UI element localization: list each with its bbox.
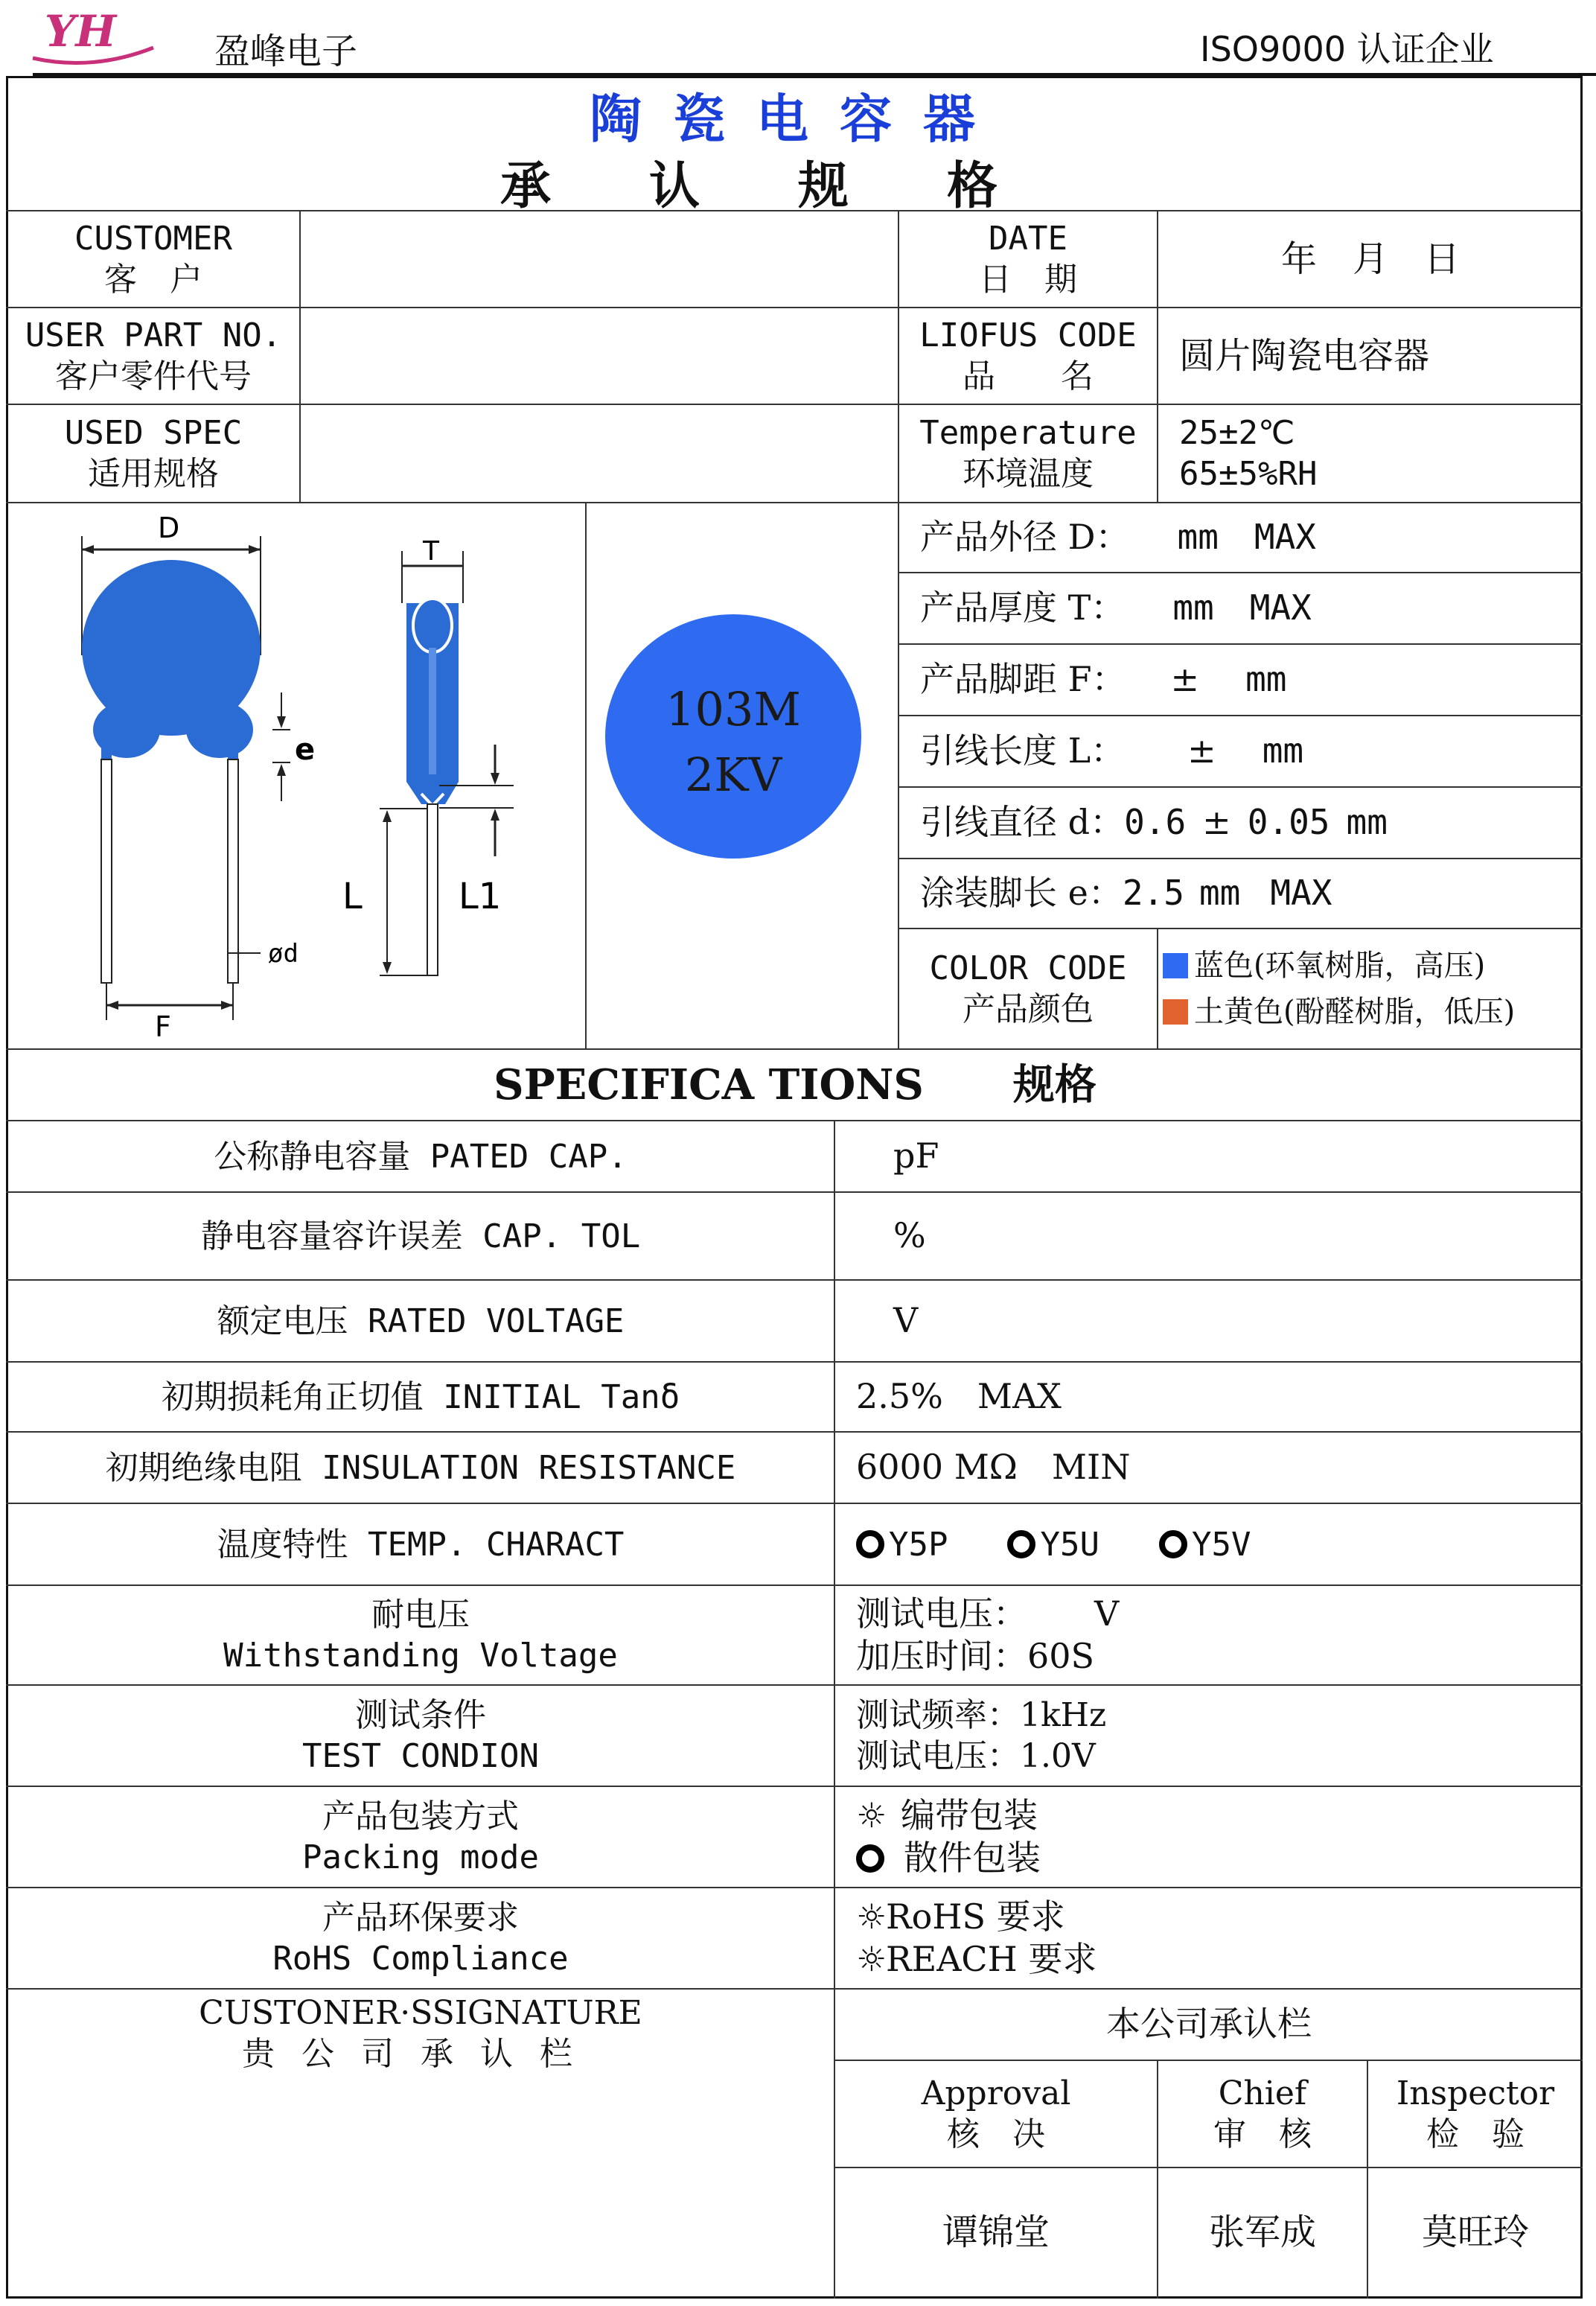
- spec-label-rohs: 产品环保要求 RoHS Compliance: [272, 1899, 569, 1978]
- rohs-options: ☼ RoHS 要求 ☼ REACH 要求: [856, 1888, 1578, 1988]
- dim-row-lead-diameter: 引线直径 d： 0.6 ± 0.05 mm: [920, 802, 1388, 843]
- label-phi-d: ød: [268, 939, 299, 969]
- date-value[interactable]: 年 月 日: [1280, 238, 1460, 280]
- spec-label-tan-delta: 初期损耗角正切值 INITIAL Tanδ: [161, 1377, 680, 1416]
- blue-color-text: 蓝色(环氧树脂，高压): [1194, 949, 1486, 983]
- spec-label-withstand: 耐电压 Withstanding Voltage: [223, 1596, 618, 1675]
- company-logo: [22, 3, 164, 70]
- spec-label-test-condition: 测试条件 TEST CONDION: [302, 1696, 539, 1775]
- temp-charact-options: Y5P Y5U Y5V: [856, 1504, 1578, 1584]
- specifications-heading: SPECIFICA TIONS 规格: [494, 1060, 1097, 1109]
- approval-header: Approval 核 决: [921, 2074, 1071, 2153]
- logo-text: YH: [45, 6, 117, 57]
- label-l1: L1: [459, 876, 502, 917]
- spec-value-cap-tol[interactable]: %: [893, 1215, 926, 1256]
- approval-signature: 谭锦堂: [942, 2211, 1050, 2253]
- blue-swatch: [1163, 953, 1188, 978]
- label-f: F: [155, 1010, 171, 1042]
- iso-certification: ISO9000 认证企业: [1200, 29, 1494, 69]
- y5u-radio[interactable]: [1007, 1530, 1035, 1558]
- spec-value-rated-voltage[interactable]: V: [893, 1300, 919, 1341]
- spec-value-withstand: 测试电压： V 加压时间：60S: [856, 1593, 1120, 1676]
- orange-color-text: 土黄色(酚醛树脂，低压): [1194, 995, 1516, 1029]
- dim-row-l: 引线长度 L： ± mm: [920, 730, 1304, 771]
- customer-signature-area[interactable]: [7, 2074, 834, 2298]
- temperature-value: 25±2℃ 65±5%RH: [1179, 414, 1318, 493]
- label-l: L: [342, 876, 363, 917]
- label-d: D: [158, 512, 180, 544]
- bulk-packing-option-radio[interactable]: [856, 1844, 884, 1873]
- y5p-radio[interactable]: [856, 1530, 884, 1558]
- spec-value-insulation: 6000 MΩ MIN: [856, 1447, 1131, 1488]
- side-view-diagram: [335, 536, 514, 998]
- user-part-value[interactable]: [301, 308, 898, 404]
- company-approval-heading: 本公司承认栏: [1106, 2004, 1312, 2045]
- chief-header: Chief 审 核: [1213, 2074, 1312, 2153]
- document-subtitle: 承认规格: [499, 156, 1096, 216]
- code-label: LIOFUS CODE 品 名: [919, 316, 1137, 395]
- used-spec-value[interactable]: [301, 405, 898, 502]
- used-spec-label: USED SPEC 适用规格: [64, 414, 243, 493]
- chief-signature: 张军成: [1208, 2211, 1316, 2253]
- tape-packing-option-icon[interactable]: ☼: [856, 1794, 887, 1835]
- spec-label-temp-charact: 温度特性 TEMP. CHARACT: [217, 1525, 625, 1564]
- code-value: 圆片陶瓷电容器: [1179, 335, 1430, 377]
- date-label: DATE 日 期: [979, 220, 1077, 299]
- dim-row-f: 产品脚距 F： ± mm: [920, 659, 1287, 700]
- dim-row-d: 产品外径 D： mm MAX: [920, 517, 1316, 558]
- company-name: 盈峰电子: [214, 31, 358, 72]
- y5v-radio[interactable]: [1159, 1530, 1187, 1558]
- capacitor-marking-disc: [604, 614, 862, 859]
- spec-label-insulation: 初期绝缘电阻 INSULATION RESISTANCE: [105, 1448, 736, 1487]
- spec-value-test-condition: 测试频率：1kHz 测试电压：1.0V: [856, 1696, 1107, 1775]
- reach-option-icon[interactable]: ☼: [856, 1939, 887, 1979]
- front-view-diagram: [74, 506, 328, 1042]
- dim-row-t: 产品厚度 T： mm MAX: [920, 587, 1312, 628]
- inspector-signature: 莫旺玲: [1421, 2211, 1529, 2253]
- color-code-label: COLOR CODE 产品颜色: [929, 949, 1127, 1028]
- orange-swatch: [1163, 999, 1188, 1025]
- label-t: T: [423, 536, 439, 567]
- packing-options: ☼ 编带包装 散件包装: [856, 1794, 1041, 1878]
- spec-value-tan-delta: 2.5% MAX: [856, 1376, 1062, 1417]
- color-code-values: [1163, 929, 1581, 1048]
- spec-value-rated-cap[interactable]: pF: [893, 1136, 939, 1176]
- customer-value[interactable]: [301, 211, 898, 307]
- user-part-label: USER PART NO. 客户零件代号: [25, 316, 282, 395]
- customer-signature-label: CUSTONER·SSIGNATURE 贵公司承认栏: [199, 1994, 642, 2073]
- spec-label-cap-tol: 静电容量容许误差 CAP. TOL: [200, 1217, 641, 1255]
- rohs-option-icon[interactable]: ☼: [856, 1896, 887, 1937]
- spec-label-rated-voltage: 额定电压 RATED VOLTAGE: [217, 1302, 625, 1340]
- temperature-label: Temperature 环境温度: [919, 414, 1137, 493]
- inspector-header: Inspector 检 验: [1396, 2074, 1555, 2153]
- document-title: 陶瓷电容器: [590, 88, 1006, 150]
- cap-marking-value: 103M: [665, 682, 801, 736]
- dim-row-e: 涂装脚长 e： 2.5 mm MAX: [920, 873, 1332, 914]
- label-e: e: [295, 733, 316, 767]
- spec-label-packing: 产品包装方式 Packing mode: [302, 1797, 539, 1876]
- customer-label: CUSTOMER 客 户: [74, 220, 232, 299]
- cap-marking-voltage: 2KV: [684, 748, 782, 802]
- spec-label-rated-cap: 公称静电容量 PATED CAP.: [214, 1137, 628, 1176]
